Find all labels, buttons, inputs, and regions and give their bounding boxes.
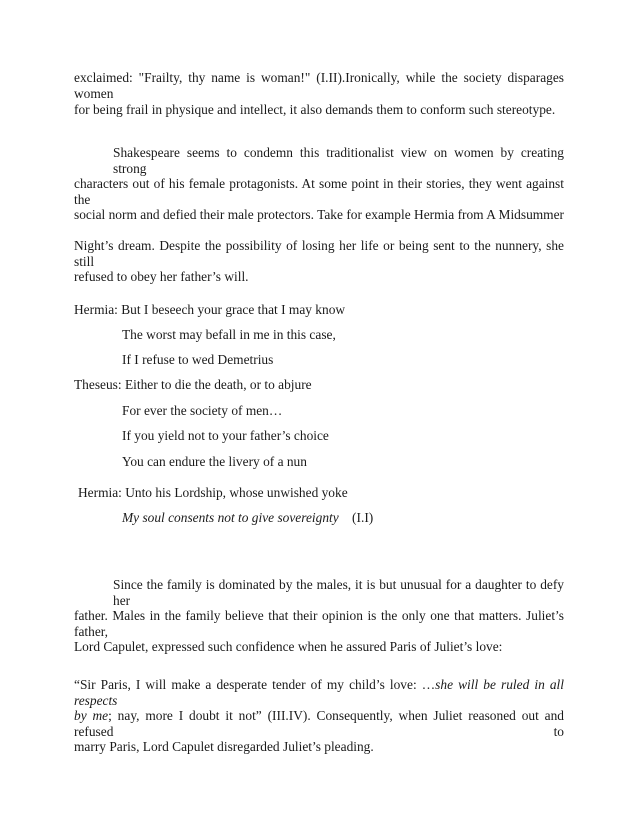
- quote-line: Hermia: Unto his Lordship, whose unwished yoke: [78, 485, 348, 500]
- body-text-line: marry Paris, Lord Capulet disregarded Juliet’s pleading.: [74, 739, 374, 754]
- quote-line: For ever the society of men…: [122, 403, 283, 418]
- quote-italic-text: she will be ruled in all respects: [74, 677, 564, 708]
- body-text-line: Since the family is dominated by the males, it is but unusual for a daughter to defy her: [113, 577, 564, 608]
- quote-line: You can endure the livery of a nun: [122, 454, 307, 469]
- quote-line: If I refuse to wed Demetrius: [122, 352, 274, 367]
- quote-line: Hermia: But I beseech your grace that I may know: [74, 302, 346, 317]
- quote-line: [122, 510, 373, 526]
- body-text-line: exclaimed: "Frailty, thy name is woman!" (I.II).Ironically, while the society disparages women: [74, 70, 564, 101]
- quote-text: “Sir Paris, I will make a desperate tender of my child’s love: …: [74, 677, 436, 692]
- body-text: ; nay, more I doubt it not” (III.IV). Consequently, when Juliet reasoned out and refused to: [74, 708, 564, 739]
- body-text-line: for being frail in physique and intellect, it also demands them to conform such stereotype.: [74, 102, 556, 117]
- body-text-line: social norm and defied their male protectors. Take for example Hermia from A Midsummer: [74, 207, 564, 222]
- body-text-line: characters out of his female protagonists. At some point in their stories, they went against the: [74, 176, 564, 207]
- quote-line: If you yield not to your father’s choice: [122, 428, 329, 443]
- quote-italic-text: by me: [74, 708, 109, 723]
- quote-italic-text: My soul consents not to give sovereignty: [122, 510, 339, 525]
- body-text-line: Lord Capulet, expressed such confidence when he assured Paris of Juliet’s love:: [74, 639, 503, 654]
- body-text-line: refused to obey her father’s will.: [74, 269, 249, 284]
- body-text-line: [74, 677, 564, 709]
- body-text-line: Shakespeare seems to condemn this traditionalist view on women by creating strong: [113, 145, 564, 176]
- body-text-line: Night’s dream. Despite the possibility of losing her life or being sent to the nunnery, she still: [74, 238, 564, 269]
- body-text-line: [74, 708, 564, 740]
- citation: (I.I): [352, 510, 374, 525]
- quote-line: The worst may befall in me in this case,: [122, 327, 336, 342]
- body-text-line: father. Males in the family believe that their opinion is the only one that matters. Juliet’s father,: [74, 608, 564, 639]
- quote-line: Theseus: Either to die the death, or to abjure: [74, 377, 312, 392]
